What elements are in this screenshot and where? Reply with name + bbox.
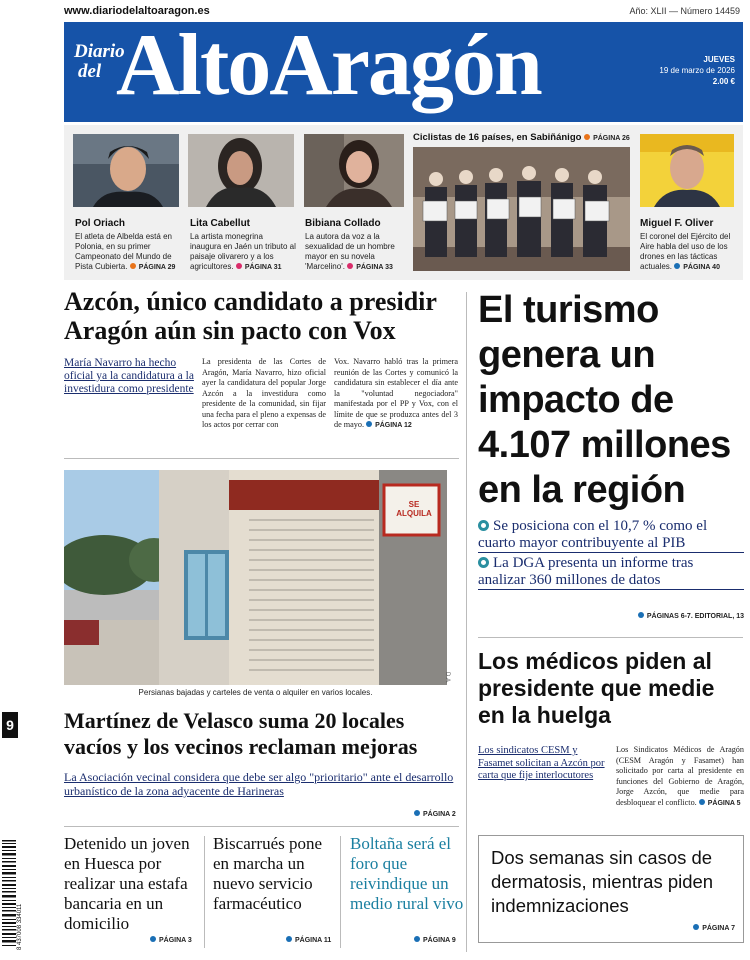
page-ref-label: PÁGINA 11: [295, 937, 332, 944]
photo-story-headline[interactable]: Martínez de Velasco suma 20 locales vacíos y los vecinos reclaman mejoras: [64, 708, 418, 759]
teaser-desc-text: La artista monegrina inaugura en Jaén un tributo al paisaje olivarero y a los agricultores.: [190, 232, 296, 271]
page-ref[interactable]: [693, 924, 735, 932]
page-ref-label: PÁGINA 3: [159, 937, 192, 944]
dot-icon: [414, 810, 420, 816]
rule: [340, 836, 341, 948]
page-ref[interactable]: [236, 264, 282, 271]
issue-box: 9: [2, 712, 18, 738]
dot-icon: [584, 134, 590, 140]
bullet-icon: [478, 557, 489, 568]
brief-boltana[interactable]: [350, 834, 465, 914]
bullet-icon: [478, 520, 489, 531]
rule: [64, 458, 459, 459]
bullet-text: La DGA presenta un informe tras analizar 360 millones de datos: [478, 555, 694, 588]
teaser-photo-lita-cabellut[interactable]: [188, 134, 294, 207]
lead-left-headline[interactable]: Azcón, único candidato a presidir Aragón aún sin pacto con Vox: [64, 287, 437, 345]
page-ref[interactable]: [414, 936, 456, 944]
teaser-desc: [75, 232, 179, 273]
column-divider: [466, 292, 467, 952]
dot-icon: [130, 263, 136, 269]
bullet-item: [478, 555, 744, 590]
page-ref[interactable]: [366, 422, 412, 429]
page-ref[interactable]: [414, 810, 456, 818]
barcode-number: 8 437008 334011: [17, 903, 23, 950]
dot-icon: [674, 263, 680, 269]
masthead-date: [659, 54, 735, 87]
dot-icon: [347, 263, 353, 269]
date-day: JUEVES: [703, 55, 735, 64]
brief-headline: Biscarrués pone en marcha un nuevo servicio farmacéutico: [213, 834, 323, 913]
masthead: [64, 22, 743, 122]
brief-biscarrues[interactable]: [213, 834, 337, 914]
page-ref-label: PÁGINA 31: [244, 264, 282, 271]
dot-icon: [638, 612, 644, 618]
page-ref-label: PÁGINA 12: [375, 422, 412, 429]
rule: [64, 826, 459, 827]
rule: [204, 836, 205, 948]
page-ref[interactable]: [674, 264, 720, 271]
price: 2.00 €: [712, 77, 735, 86]
teaser-photo-bibiana-collado[interactable]: [304, 134, 404, 207]
medicos-headline[interactable]: Los médicos piden al presidente que medie en la huelga: [478, 648, 715, 728]
bullet-item: [478, 518, 744, 553]
dot-icon: [150, 936, 156, 942]
page-ref[interactable]: [584, 135, 630, 142]
teaser-strip: [64, 125, 743, 280]
teaser-desc-text: El atleta de Albelda está en Polonia, en su primer Campeonato del Mundo de Pista Cubierta.: [75, 232, 172, 271]
brief-headline: Boltaña será el foro que reivindique un medio rural vivo: [350, 834, 464, 913]
page-ref-label: PÁGINA 9: [423, 937, 456, 944]
barcode: [2, 838, 24, 950]
brief-headline: Detenido un joven en Huesca por realizar una estafa bancaria en un domicilio: [64, 834, 190, 933]
page-ref-label: PÁGINA 5: [707, 799, 741, 807]
issue-number: Año: XLII — Número 14459: [629, 6, 740, 16]
page-ref-label: PÁGINA 40: [683, 264, 720, 271]
page-ref-label: PÁGINAS 6-7. EDITORIAL, 13: [646, 613, 744, 620]
page-ref[interactable]: [130, 264, 176, 271]
teaser-photo-cyclists[interactable]: [413, 147, 630, 271]
masthead-prefix-del: del: [78, 61, 102, 82]
teaser-name: Ciclistas de 16 países, en Sabiñánigo: [413, 132, 582, 143]
page-ref-label: PÁGINA 7: [702, 925, 735, 932]
dot-icon: [693, 924, 699, 930]
date-full: 19 de marzo de 2026: [659, 66, 735, 75]
page-ref[interactable]: [638, 612, 744, 620]
photo-credit: D.A.: [444, 672, 450, 684]
teaser-desc: [305, 232, 409, 273]
dot-icon: [366, 421, 372, 427]
teaser-name[interactable]: Miguel F. Oliver: [640, 218, 714, 229]
lead-left-body-col1: La presidenta de las Cortes de Aragón, María Navarro, hizo oficial ayer la candidatura del popular Jorge Azcón a la investidura como presidente de la comunidad, sin fijar una fecha para el pleno a expensas de los actos por cerrar con: [202, 357, 326, 429]
teaser-name[interactable]: Bibiana Collado: [305, 218, 381, 229]
photo-caption: Persianas bajadas y carteles de venta o alquiler en varios locales.: [138, 688, 373, 697]
teaser-desc-text: El coronel del Ejército del Aire habla del uso de los drones en las tácticas actuales.: [640, 232, 731, 271]
for-rent-sign: SE ALQUILA: [396, 500, 432, 518]
page-ref[interactable]: [150, 936, 192, 944]
body-text: Vox. Navarro habló tras la primera reunión de las Cortes y comunicó la candidatura sin establecer el día ante la "voluntad negociadora" manifestada por el PP y Vox, con el límite de que se produzca antes del 3 de mayo.: [334, 357, 458, 429]
masthead-prefix-diario: Diario: [74, 41, 125, 62]
brief-huesca-fraud[interactable]: [64, 834, 194, 934]
photo-empty-shops[interactable]: [64, 470, 447, 685]
dot-icon: [236, 263, 242, 269]
page-ref-label: PÁGINA 29: [138, 264, 176, 271]
photo-story-summary[interactable]: La Asociación vecinal considera que debe ser algo "prioritario" ante el desarrollo urbanístico de la zona adyacente de Harineras: [64, 770, 454, 798]
page-ref-label: PÁGINA 2: [423, 811, 456, 818]
dot-icon: [699, 799, 705, 805]
bullet-text: Se posiciona con el 10,7 % como el cuarto mayor contribuyente al PIB: [478, 518, 708, 551]
medicos-body: [616, 745, 744, 809]
dermatosis-headline: Dos semanas sin casos de dermatosis, mientras piden indemnizaciones: [491, 847, 714, 916]
teaser-cyclists-title[interactable]: [413, 132, 630, 143]
rule: [478, 637, 743, 638]
teaser-desc-text: La autora da voz a la sexualidad de un hombre mayor en su novela 'Marcelino'.: [305, 232, 395, 271]
teaser-photo-pol-oriach[interactable]: [73, 134, 179, 207]
lead-left-body-col2: [334, 357, 458, 432]
page-ref[interactable]: [347, 264, 393, 271]
page-ref-label: PÁGINA 33: [356, 264, 393, 271]
dot-icon: [414, 936, 420, 942]
masthead-title: AltoAragón: [116, 22, 541, 114]
lead-right-bullets: [478, 518, 744, 590]
website-url[interactable]: www.diariodelaltoaragon.es: [64, 5, 210, 17]
teaser-name[interactable]: Pol Oriach: [75, 218, 126, 229]
page-ref[interactable]: [286, 936, 331, 944]
teaser-desc: [640, 232, 738, 273]
lead-right-headline[interactable]: El turismo genera un impacto de 4.107 millones en la región: [478, 289, 731, 511]
dermatosis-box[interactable]: [478, 835, 744, 943]
body-text: Los Sindicatos Médicos de Aragón (CESM Aragón y Fasamet) han solicitado por carta al presidente en funciones del Gobierno de Aragón, Jorge Azcón, que medie para desbloquear el conflicto.: [616, 745, 744, 807]
page-ref[interactable]: [699, 800, 741, 807]
dot-icon: [286, 936, 292, 942]
medicos-summary[interactable]: Los sindicatos CESM y Fasamet solicitan a Azcón por carta que fije interlocutores: [478, 745, 605, 781]
teaser-photo-miguel-oliver[interactable]: [640, 134, 734, 207]
teaser-desc: [190, 232, 296, 273]
teaser-name[interactable]: Lita Cabellut: [190, 218, 251, 229]
page-ref-label: PÁGINA 26: [593, 135, 630, 142]
lead-left-summary[interactable]: María Navarro ha hecho oficial ya la candidatura a la investidura como presidente: [64, 357, 194, 395]
